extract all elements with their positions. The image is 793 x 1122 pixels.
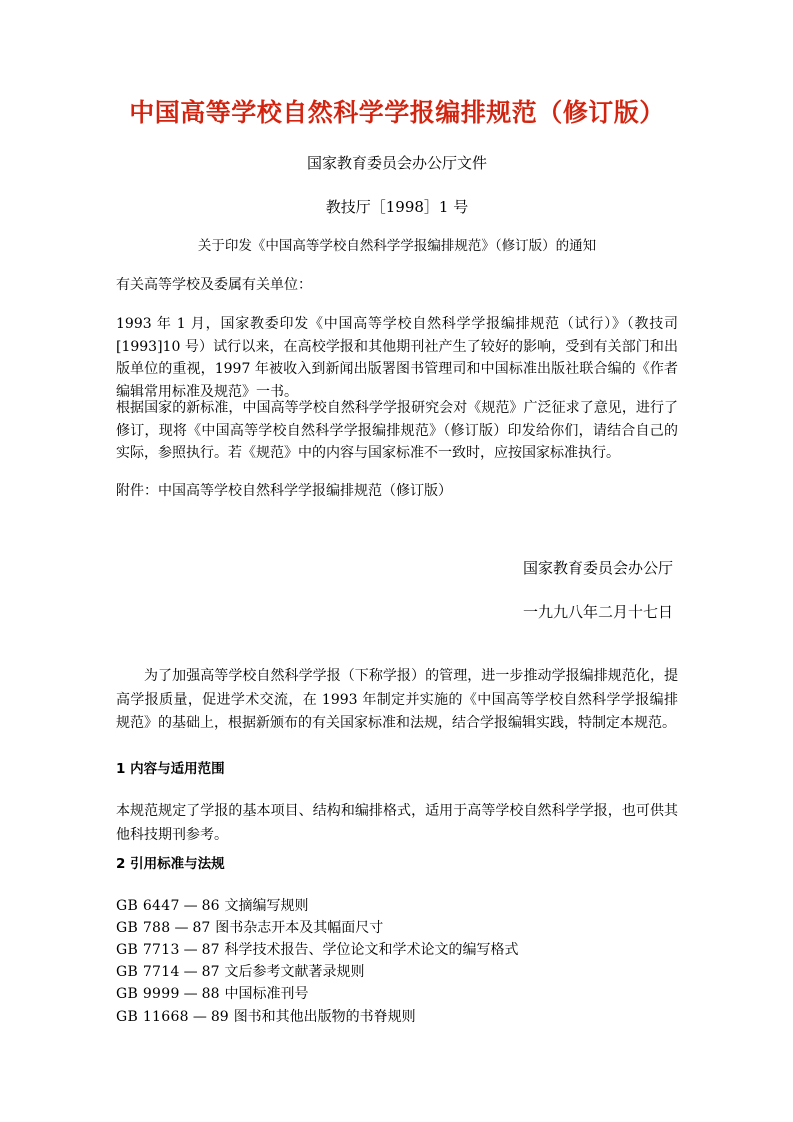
standard-dash: — <box>183 986 198 1003</box>
standard-code: GB 9999 <box>116 986 180 1003</box>
issuing-authority-line: 国家教育委员会办公厅文件 <box>306 154 487 172</box>
section-heading-1: 1 内容与适用范围 <box>116 761 225 777</box>
list-item <box>116 917 678 939</box>
notice-subject-line: 关于印发《中国高等学校自然科学学报编排规范》（修订版）的通知 <box>197 238 597 254</box>
salutation: 有关高等学校及委属有关单位： <box>116 277 312 293</box>
section-body-1: 本规范规定了学报的基本项目、结构和编排格式，适用于高等学校自然科学学报，也可供其他科技期刊参考。 <box>116 803 678 843</box>
standard-year: 87 <box>201 964 220 981</box>
standard-code: GB 6447 <box>116 898 180 914</box>
standard-dash: — <box>183 942 198 959</box>
signature-organization: 国家教育委员会办公厅 <box>522 559 673 577</box>
standard-code: GB 7714 <box>116 964 180 981</box>
preamble-paragraph: 为了加强高等学校自然科学学报（下称学报）的管理，进一步推动学报编排规范化，提高学报质量，促进学术交流，在 1993 年制定并实施的《中国高等学校自然科学学报编排规范》的基础上，根据新颁布的有关国家标准和法规，结合学报编辑实践，特制定本规范。 <box>116 668 678 732</box>
list-item <box>116 983 678 1005</box>
standard-title: 文后参考文献著录规则 <box>224 964 365 981</box>
section-heading-2: 2 引用标准与法规 <box>116 856 225 872</box>
standard-code: GB 788 <box>116 920 171 937</box>
list-item <box>116 939 678 961</box>
standard-year: 87 <box>201 942 220 959</box>
standard-code: GB 11668 <box>116 1008 189 1025</box>
standard-title: 科学技术报告、学位论文和学术论文的编写格式 <box>224 942 519 959</box>
standard-dash: — <box>183 898 198 914</box>
standard-dash: — <box>192 1008 207 1025</box>
standard-dash: — <box>174 920 189 937</box>
list-item <box>116 1006 678 1028</box>
standard-title: 中国标准刊号 <box>224 986 309 1003</box>
standard-year: 88 <box>201 986 220 1003</box>
list-item <box>116 895 678 917</box>
body-paragraph-1: 1993 年 1 月，国家教委印发《中国高等学校自然科学学报编排规范（试行）》（教技司[1993]10 号）试行以来，在高校学报和其他期刊社产生了较好的影响，受到有关部门和出版单位的重视，1997 年被收入到新闻出版署图书管理司和中国标准出版社联合编的《作者编辑常用标准及规范》一书。 <box>116 316 678 401</box>
list-item <box>116 961 678 983</box>
body-paragraph-2: 根据国家的新标准，中国高等学校自然科学学报研究会对《规范》广泛征求了意见，进行了修订，现将《中国高等学校自然科学学报编排规范》（修订版）印发给你们，请结合自己的实际，参照执行。若《规范》中的内容与国家标准不一致时，应按国家标准执行。 <box>116 400 678 462</box>
standard-title: 文摘编写规则 <box>224 898 309 914</box>
document-number: 教技厅［1998］1 号 <box>325 198 469 216</box>
standard-year: 87 <box>192 920 211 937</box>
standard-title: 图书和其他出版物的书脊规则 <box>233 1008 416 1025</box>
standard-year: 86 <box>201 898 220 914</box>
attachment-line: 附件：中国高等学校自然科学学报编排规范（修订版） <box>116 483 452 499</box>
page-title: 中国高等学校自然科学学报编排规范（修订版） <box>129 98 665 127</box>
standard-code: GB 7713 <box>116 942 180 959</box>
standard-dash: — <box>183 964 198 981</box>
referenced-standards-list <box>116 895 678 1028</box>
standard-title: 图书杂志开本及其幅面尺寸 <box>215 920 384 937</box>
standard-year: 89 <box>210 1008 229 1025</box>
signature-date: 一九九八年二月十七日 <box>522 603 673 621</box>
